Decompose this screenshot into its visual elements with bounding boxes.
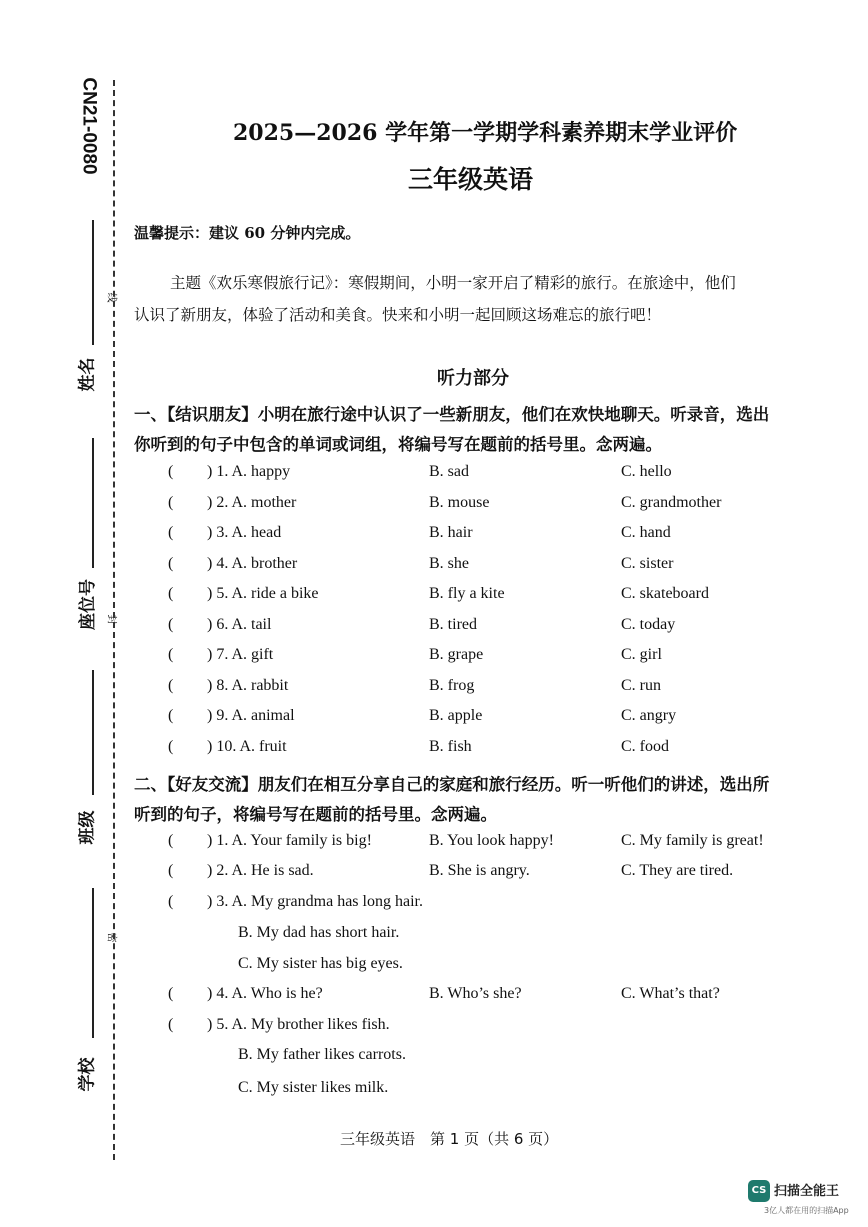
s1-option-c: C. sister [621, 555, 674, 572]
section1-instructions: 你听到的句子中包含的单词或词组，将编号写在题前的括号里。念两遍。 [134, 435, 662, 454]
answer-paren[interactable]: ( [168, 862, 174, 879]
s1-option-b: B. frog [429, 677, 475, 694]
s1-option-b: B. grape [429, 646, 484, 663]
answer-paren[interactable]: ( [168, 677, 174, 694]
cut-line [113, 80, 115, 1160]
s1-option-b: B. fish [429, 738, 472, 755]
section1-title: 一、【结识朋友】小明在旅行途中认识了一些新朋友，他们在欢快地聊天。听录音，选出 [134, 405, 770, 424]
s2-q4-option-c: C. What’s that? [621, 985, 720, 1002]
s2-q5-option-b: B. My father likes carrots. [238, 1046, 406, 1063]
class-label: 班级 [77, 810, 98, 845]
name-line [92, 220, 94, 345]
scanner-name: 扫描全能王 [774, 1184, 840, 1199]
answer-paren[interactable]: ( [168, 463, 174, 480]
theme-line-1: 主题《欢乐寒假旅行记》：寒假期间，小明一家开启了精彩的旅行。在旅途中，他们 [170, 274, 736, 292]
seat-line [92, 438, 94, 568]
s2-q2-option-c: C. They are tired. [621, 862, 734, 879]
s1-option-c: C. today [621, 616, 676, 633]
s2-q3-option-c: C. My sister has big eyes. [238, 955, 403, 972]
theme-line-2: 认识了新朋友，体验了活动和美食。快来和小明一起回顾这场难忘的旅行吧！ [134, 306, 662, 324]
s1-option-b: B. she [429, 555, 469, 572]
part-title: 听力部分 [437, 368, 509, 389]
s2-q2-option-b: B. She is angry. [429, 862, 530, 879]
s1-option-c: C. skateboard [621, 585, 709, 602]
s2-q1-option-a: ) 1. A. Your family is big! [207, 832, 372, 849]
exam-subject: 三年级英语 [408, 165, 534, 194]
s1-option-c: C. angry [621, 707, 677, 724]
s1-option-b: B. fly a kite [429, 585, 505, 602]
s1-option-a: ) 5. A. ride a bike [207, 585, 319, 602]
s1-option-a: ) 4. A. brother [207, 555, 298, 572]
answer-paren[interactable]: ( [168, 616, 174, 633]
s1-option-c: C. food [621, 738, 669, 755]
s1-option-a: ) 6. A. tail [207, 616, 272, 633]
answer-paren[interactable]: ( [168, 738, 174, 755]
answer-paren[interactable]: ( [168, 524, 174, 541]
s2-q2-option-a: ) 2. A. He is sad. [207, 862, 314, 879]
s1-option-c: C. grandmother [621, 494, 722, 511]
exam-title: 2025—2026 学年第一学期学科素养期末学业评价 [233, 120, 738, 146]
s1-option-b: B. hair [429, 524, 473, 541]
answer-paren[interactable]: ( [168, 707, 174, 724]
section2-instructions: 听到的句子，将编号写在题前的括号里。念两遍。 [134, 805, 497, 824]
secret-mark: 密 [105, 932, 117, 943]
class-line [92, 670, 94, 795]
s2-q1-option-c: C. My family is great! [621, 832, 764, 849]
answer-paren[interactable]: ( [168, 555, 174, 572]
answer-paren[interactable]: ( [168, 646, 174, 663]
answer-paren[interactable]: ( [168, 832, 174, 849]
s1-option-a: ) 1. A. happy [207, 463, 291, 480]
school-line [92, 888, 94, 1038]
camscanner-logo: CS [748, 1180, 770, 1202]
s1-option-c: C. hand [621, 524, 671, 541]
s1-option-a: ) 8. A. rabbit [207, 677, 289, 694]
s1-option-c: C. hello [621, 463, 672, 480]
s2-q5-option-c: C. My sister likes milk. [238, 1079, 389, 1096]
s1-option-b: B. mouse [429, 494, 490, 511]
section2-title: 二、【好友交流】朋友们在相互分享自己的家庭和旅行经历。听一听他们的讲述，选出所 [134, 775, 770, 794]
s2-q5-option-a: ) 5. A. My brother likes fish. [207, 1016, 390, 1033]
tip-text: 温馨提示：建议 60 分钟内完成。 [134, 224, 361, 242]
s1-option-a: ) 9. A. animal [207, 707, 295, 724]
answer-paren[interactable]: ( [168, 893, 174, 910]
s2-q3-option-a: ) 3. A. My grandma has long hair. [207, 893, 423, 910]
s2-q3-option-b: B. My dad has short hair. [238, 924, 400, 941]
school-label: 学校 [77, 1057, 98, 1092]
s2-q4-option-a: ) 4. A. Who is he? [207, 985, 323, 1002]
answer-paren[interactable]: ( [168, 985, 174, 1002]
answer-paren[interactable]: ( [168, 1016, 174, 1033]
s1-option-a: ) 3. A. head [207, 524, 282, 541]
answer-paren[interactable]: ( [168, 494, 174, 511]
s2-q4-option-b: B. Who’s she? [429, 985, 522, 1002]
answer-paren[interactable]: ( [168, 585, 174, 602]
s1-option-c: C. run [621, 677, 661, 694]
s1-option-a: ) 2. A. mother [207, 494, 297, 511]
s1-option-c: C. girl [621, 646, 662, 663]
scanner-tagline: 3亿人都在用的扫描App [764, 1206, 849, 1215]
s1-option-b: B. apple [429, 707, 483, 724]
s1-option-b: B. tired [429, 616, 477, 633]
document-code: CN21-0080 [78, 77, 100, 175]
page-footer: 三年级英语 第 1 页（共 6 页） [340, 1130, 559, 1148]
seat-label: 座位号 [78, 579, 98, 630]
s1-option-b: B. sad [429, 463, 469, 480]
seal-mark: 封 [105, 614, 117, 625]
name-label: 姓名 [77, 357, 98, 392]
s1-option-a: ) 10. A. fruit [207, 738, 287, 755]
s1-option-a: ) 7. A. gift [207, 646, 274, 663]
s2-q1-option-b: B. You look happy! [429, 832, 554, 849]
line-mark: 线 [105, 292, 117, 303]
